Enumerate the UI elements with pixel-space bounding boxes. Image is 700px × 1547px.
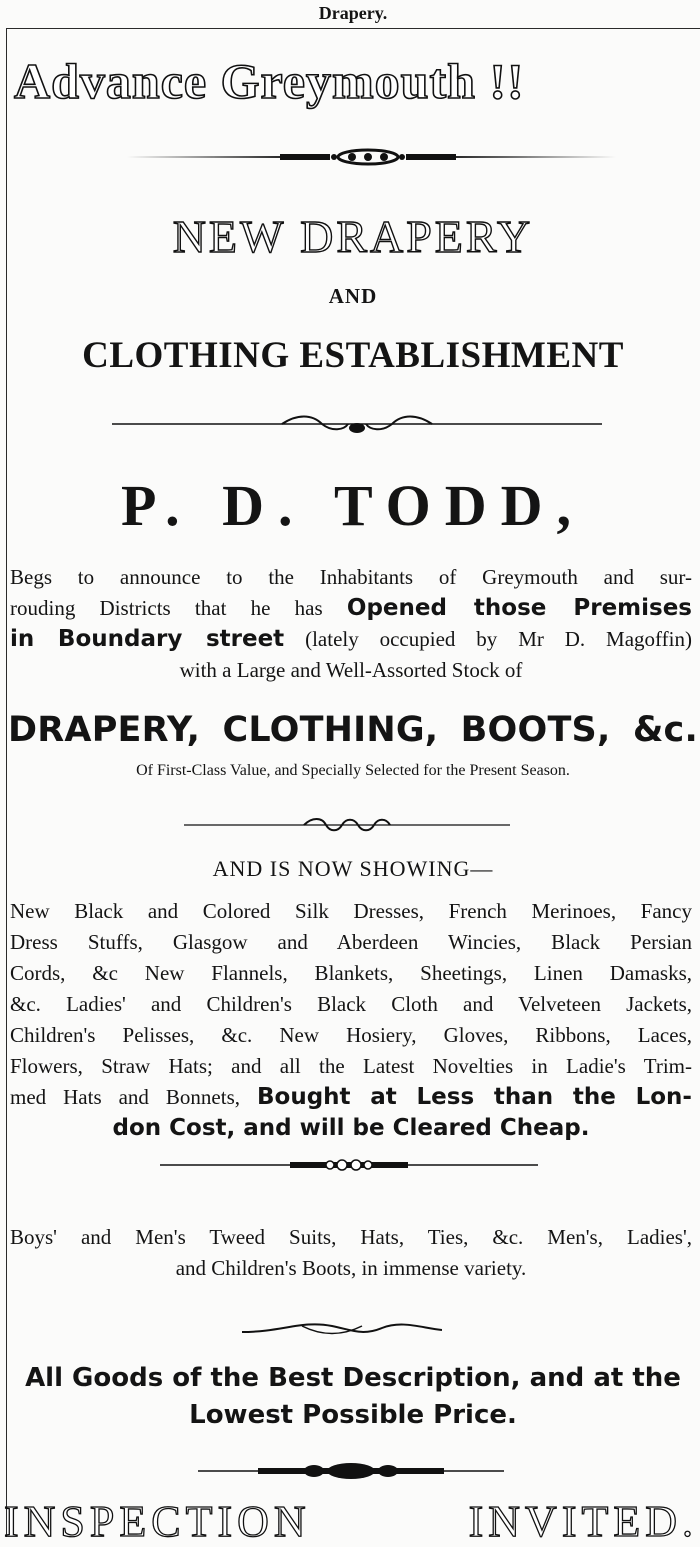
showing-line-2: Dress Stuffs, Glasgow and Aberdeen Wincies, Black Persian [10,930,692,954]
showing-line-3: Cords, &c New Flannels, Blankets, Sheetings, Linen Damasks, [10,961,692,985]
title-new-drapery: NEW DRAPERY [172,211,534,262]
intro-paragraph [10,562,692,686]
goods-line-1: All Goods of the Best Description, and at the [25,1363,681,1393]
stock-heading: DRAPERY, CLOTHING, BOOTS, &c. [8,710,698,750]
showing-heading: AND IS NOW SHOWING— [212,856,494,881]
title-clothing-establishment: CLOTHING ESTABLISHMENT [82,335,624,376]
intro-line-3-text: (lately occupied by Mr D. Magoffin) [284,627,692,651]
showing-line-7 [10,1082,692,1113]
goods-line-2: Lowest Possible Price. [189,1400,517,1430]
showing-paragraph [10,896,692,1144]
showing-line-8 [10,1113,692,1144]
title-and: AND [328,284,378,308]
section-header: Drapery. [318,3,388,23]
intro-emphasis-boundary: in Boundary street [10,626,285,652]
ornament-divider-2 [112,414,602,436]
showing-line-1: New Black and Colored Silk Dresses, French Merinoes, Fancy [10,899,692,923]
proprietor-name: P. D. TODD, [121,473,585,538]
ornament-divider-1 [120,147,616,167]
boys-line-2: and Children's Boots, in immense variety. [175,1256,527,1280]
ornament-divider-6 [198,1461,504,1481]
boys-paragraph [10,1222,692,1284]
intro-line-4: with a Large and Well-Assorted Stock of [179,658,523,682]
ornament-divider-3 [184,815,510,835]
intro-line-3 [10,624,692,655]
showing-line-5: Children's Pelisses, &c. New Hosiery, Gloves, Ribbons, Laces, [10,1023,692,1047]
stock-subheading: Of First-Class Value, and Specially Selected for the Present Season. [136,762,570,779]
left-column-rule [6,28,7,1537]
top-rule [6,28,700,29]
showing-line-4: &c. Ladies' and Children's Black Cloth and Velveteen Jackets, [10,992,692,1016]
intro-line-2-text: rouding Districts that he has [10,596,347,620]
intro-emphasis-opened: Opened those Premises [346,595,693,621]
boys-line-1: Boys' and Men's Tweed Suits, Hats, Ties, &c. Men's, Ladies', [10,1225,692,1249]
showing-emphasis-cleared: don Cost, and will be Cleared Cheap. [112,1115,590,1141]
ornament-divider-5 [242,1318,442,1340]
showing-line-7-text: med Hats and Bonnets, [10,1085,257,1109]
headline: Advance Greymouth !! [14,53,525,109]
ornament-divider-4 [160,1157,538,1173]
intro-line-2 [10,593,692,624]
intro-line-1: Begs to announce to the Inhabitants of Greymouth and sur- [10,565,692,589]
closing-inspection-invited: INSPECTION INVITED. [4,1497,698,1546]
showing-line-6: Flowers, Straw Hats; and all the Latest Novelties in Ladie's Trim- [10,1054,692,1078]
showing-emphasis-bought: Bought at Less than the Lon- [256,1084,692,1110]
